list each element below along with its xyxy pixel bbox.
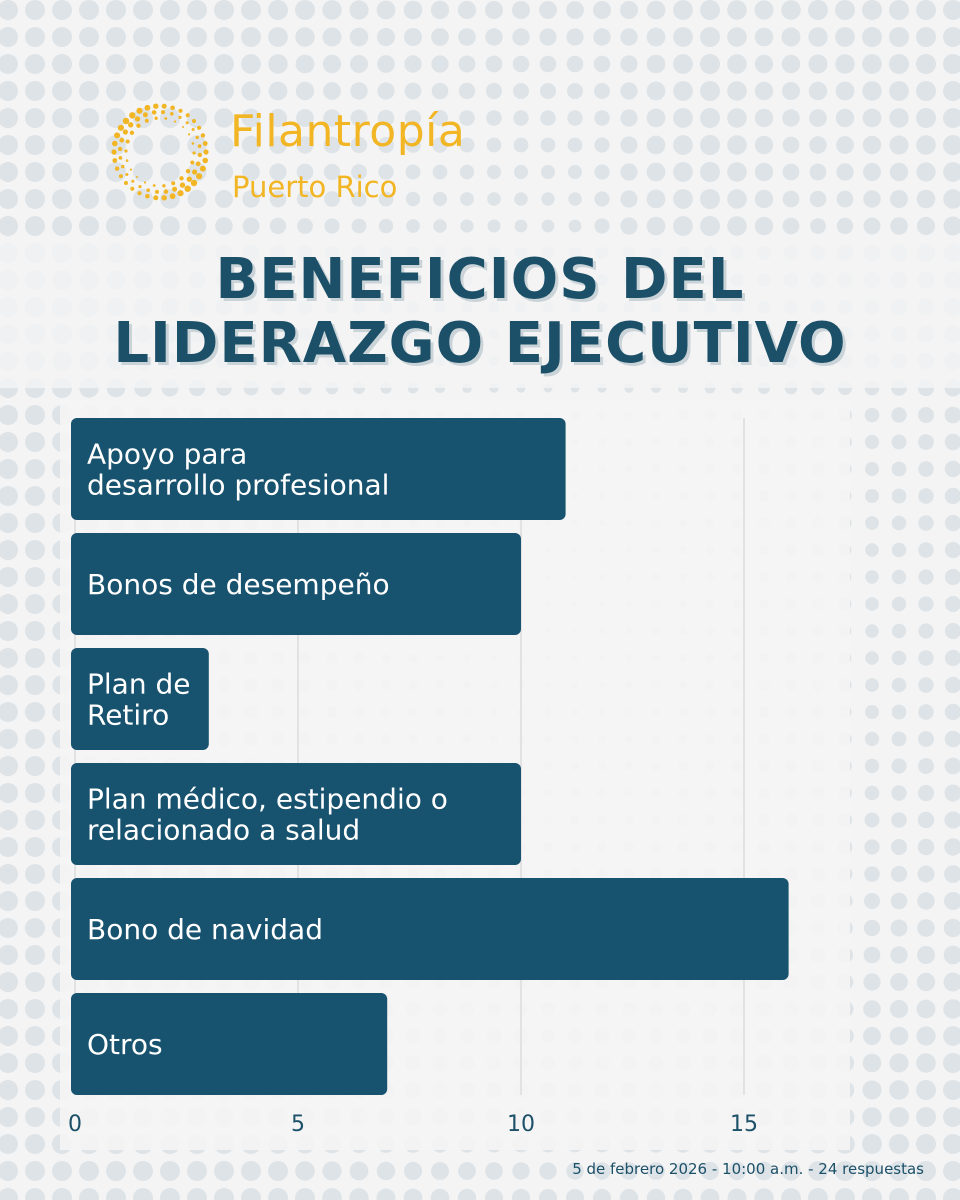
logo-dot — [200, 166, 206, 172]
logo-dot — [170, 112, 174, 116]
logo-dot — [125, 173, 128, 176]
logo-dot — [198, 144, 202, 148]
logo-dot — [187, 177, 192, 182]
logo-dot — [118, 125, 124, 131]
logo-dot — [124, 149, 127, 152]
logo-dot — [202, 158, 208, 164]
title-line-1: BENEFICIOS DEL — [215, 247, 745, 312]
logo-dot — [170, 193, 176, 199]
logo-dot — [119, 156, 123, 160]
x-tick-label: 0 — [68, 1112, 82, 1137]
dotted-circle-icon — [108, 100, 212, 204]
logo-dot — [174, 120, 176, 122]
logo-dot — [161, 110, 165, 114]
x-tick-label: 15 — [730, 1112, 758, 1137]
logo-dot — [138, 185, 141, 188]
title-line-2: LIDERAZGO EJECUTIVO — [113, 311, 847, 376]
logo-dot — [179, 176, 183, 180]
logo-dot — [144, 181, 146, 183]
logo-dot — [186, 113, 190, 117]
logo-dot — [153, 184, 156, 187]
logo-dot — [112, 158, 117, 163]
logo-dot — [143, 112, 148, 117]
logo-dot — [186, 169, 190, 173]
bar-label: Apoyo para — [87, 437, 248, 471]
logo-dot — [196, 161, 201, 166]
logo-dot — [155, 190, 159, 194]
logo-dot — [136, 176, 138, 178]
logo-dot — [123, 118, 129, 124]
logo-dot — [114, 132, 120, 138]
logo-dot — [128, 122, 133, 127]
logo-dot — [192, 119, 196, 123]
logo-dot — [188, 133, 190, 135]
logo-dot — [162, 195, 167, 200]
logo-dot — [154, 117, 157, 120]
logo-dot — [177, 190, 183, 196]
logo-dot — [198, 153, 202, 157]
logo-dot — [130, 131, 134, 135]
logo-dot — [203, 141, 208, 146]
logo-dot — [135, 116, 140, 121]
logo-dot — [196, 136, 199, 139]
logo-dot — [145, 105, 151, 111]
logo-dot — [112, 141, 118, 147]
logo-dot — [124, 181, 128, 185]
logo-dot — [137, 191, 141, 195]
logo-dot — [170, 106, 175, 111]
logo-dot — [119, 174, 123, 178]
logo-dot — [192, 151, 195, 154]
logo-dot — [145, 119, 149, 123]
logo-dot — [192, 169, 197, 174]
page-title — [0, 248, 960, 376]
logo-dot — [178, 109, 182, 113]
bar-label: Bono de navidad — [87, 913, 323, 946]
logo-dot — [130, 169, 132, 171]
logo-dot — [201, 133, 205, 137]
logo-dot — [203, 149, 208, 154]
bar-label: Otros — [87, 1028, 163, 1061]
logo-dot — [126, 159, 129, 162]
bar-label: relacionado a salud — [87, 813, 361, 847]
logo-dot — [126, 140, 130, 144]
logo-dot — [164, 189, 169, 194]
logo-dot — [191, 180, 197, 186]
bar-label: Plan de — [87, 667, 191, 701]
bar-label: desarrollo profesional — [87, 468, 390, 502]
bar-label: Plan médico, estipendio o — [87, 782, 448, 816]
x-tick-label: 5 — [291, 1112, 305, 1137]
bar-label: Bonos de desempeño — [87, 568, 390, 601]
logo-dot — [190, 161, 194, 165]
logo-dot — [123, 129, 128, 134]
bar-label: Retiro — [87, 698, 170, 732]
logo-dot — [172, 187, 177, 192]
logo-dot — [130, 187, 134, 191]
logo-dot — [162, 104, 167, 109]
logo-dot — [131, 180, 134, 183]
logo-dot — [171, 181, 175, 185]
logo-dot — [197, 126, 201, 130]
logo-dot — [136, 124, 140, 128]
logo-dot — [153, 104, 158, 109]
logo-dot — [119, 138, 124, 143]
logo-dot — [186, 121, 189, 124]
logo-dot — [192, 142, 195, 145]
logo-dot — [185, 186, 191, 192]
logo-dot — [180, 182, 185, 187]
logo-dot — [145, 194, 150, 199]
logo-dot — [164, 117, 167, 120]
logo-dot — [118, 147, 122, 151]
x-tick-label: 10 — [507, 1112, 535, 1137]
logo-dot — [146, 188, 150, 192]
brand-name: Filantropía — [230, 106, 466, 157]
logo-dot — [129, 112, 135, 118]
logo-dot — [182, 126, 184, 128]
logo-dot — [152, 110, 157, 115]
brand-subtitle: Puerto Rico — [232, 170, 398, 204]
logo-dot — [111, 149, 116, 154]
logo-dot — [121, 165, 124, 168]
logo-dot — [192, 128, 195, 131]
logo-dot — [196, 173, 202, 179]
logo-dot — [162, 184, 165, 187]
logo-dot — [136, 108, 142, 114]
logo-dot — [178, 116, 181, 119]
logo-dot — [153, 195, 158, 200]
logo-dot — [115, 166, 119, 170]
footer-note: 5 de febrero 2026 - 10:00 a.m. - 24 respuestas — [572, 1160, 924, 1178]
